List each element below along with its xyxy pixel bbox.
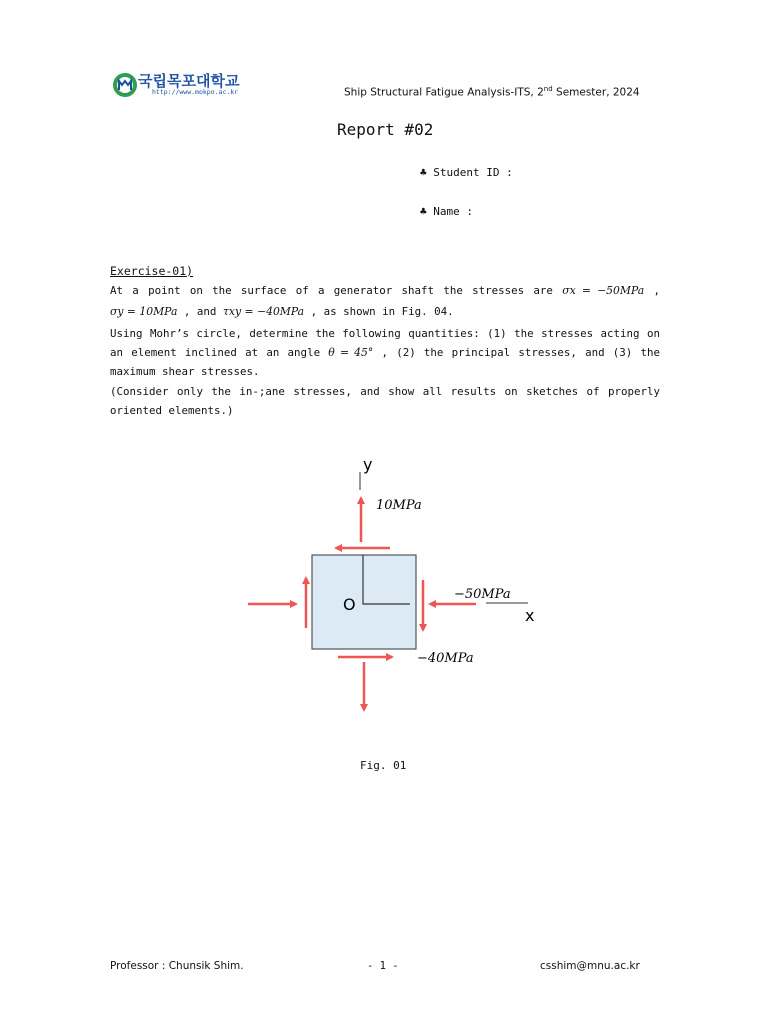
text-segment: an element inclined at an angle <box>110 346 321 359</box>
stress-element-diagram <box>230 450 550 730</box>
university-logo <box>112 72 242 98</box>
course-header <box>344 85 640 99</box>
exercise-line-4 <box>110 343 660 363</box>
footer-professor: Professor : Chunsik Shim. <box>110 960 244 972</box>
course-semester: Semester, 2024 <box>552 86 640 99</box>
x-axis-label: x <box>525 606 535 625</box>
tau-label: −40MPa <box>417 651 474 666</box>
text-segment: At a point on the surface of a generator shaft the stresses are <box>110 284 553 297</box>
origin-label: O <box>343 595 356 614</box>
sigma-x-label: −50MPa <box>454 587 511 602</box>
exercise-heading: Exercise-01) <box>110 264 194 278</box>
page-title: Report #02 <box>337 120 434 139</box>
sigma-y-value: σy = 10MPa <box>110 305 178 318</box>
text-segment: , (2) the principal stresses, and (3) the <box>381 346 660 359</box>
theta-value: θ = 45° <box>328 346 374 359</box>
figure-caption: Fig. 01 <box>360 759 407 772</box>
exercise-line-1: At a point on the surface of a generator shaft the stresses are σx = −50MPa , <box>110 284 660 297</box>
name-field <box>420 205 473 218</box>
footer-email: csshim@mnu.ac.kr <box>540 960 640 972</box>
sigma-x-value: σx = −50MPa <box>562 284 645 297</box>
name-label: Name : <box>433 205 473 218</box>
sigma-y-label: 10MPa <box>376 498 422 513</box>
university-emblem-icon <box>112 72 138 98</box>
university-name: 국립목포대학교 <box>138 72 240 90</box>
exercise-line-3: Using Mohr’s circle, determine the following quantities: (1) the stresses acting on <box>110 327 660 340</box>
footer-page-number: - 1 - <box>367 960 399 972</box>
course-ordinal: nd <box>543 85 553 93</box>
tau-xy-value: τxy = −40MPa <box>222 305 305 318</box>
exercise-line-5: maximum shear stresses. <box>110 365 260 378</box>
course-name: Ship Structural Fatigue Analysis-ITS, 2 <box>344 86 544 99</box>
stress-element-square <box>312 555 416 649</box>
university-url: http://www.mokpo.ac.kr <box>152 88 239 96</box>
exercise-line-6: (Consider only the in-;ane stresses, and show all results on sketches of properly <box>110 385 660 398</box>
text-segment: , as shown in Fig. 04. <box>310 305 454 318</box>
student-id-field <box>420 166 513 179</box>
club-bullet-icon: ♣ <box>420 205 427 218</box>
student-id-label: Student ID : <box>433 166 513 179</box>
y-axis-label: y <box>363 455 373 474</box>
club-bullet-icon: ♣ <box>420 166 427 179</box>
exercise-line-2 <box>110 302 660 322</box>
exercise-line-7: oriented elements.) <box>110 404 234 417</box>
text-segment: , and <box>183 305 217 318</box>
